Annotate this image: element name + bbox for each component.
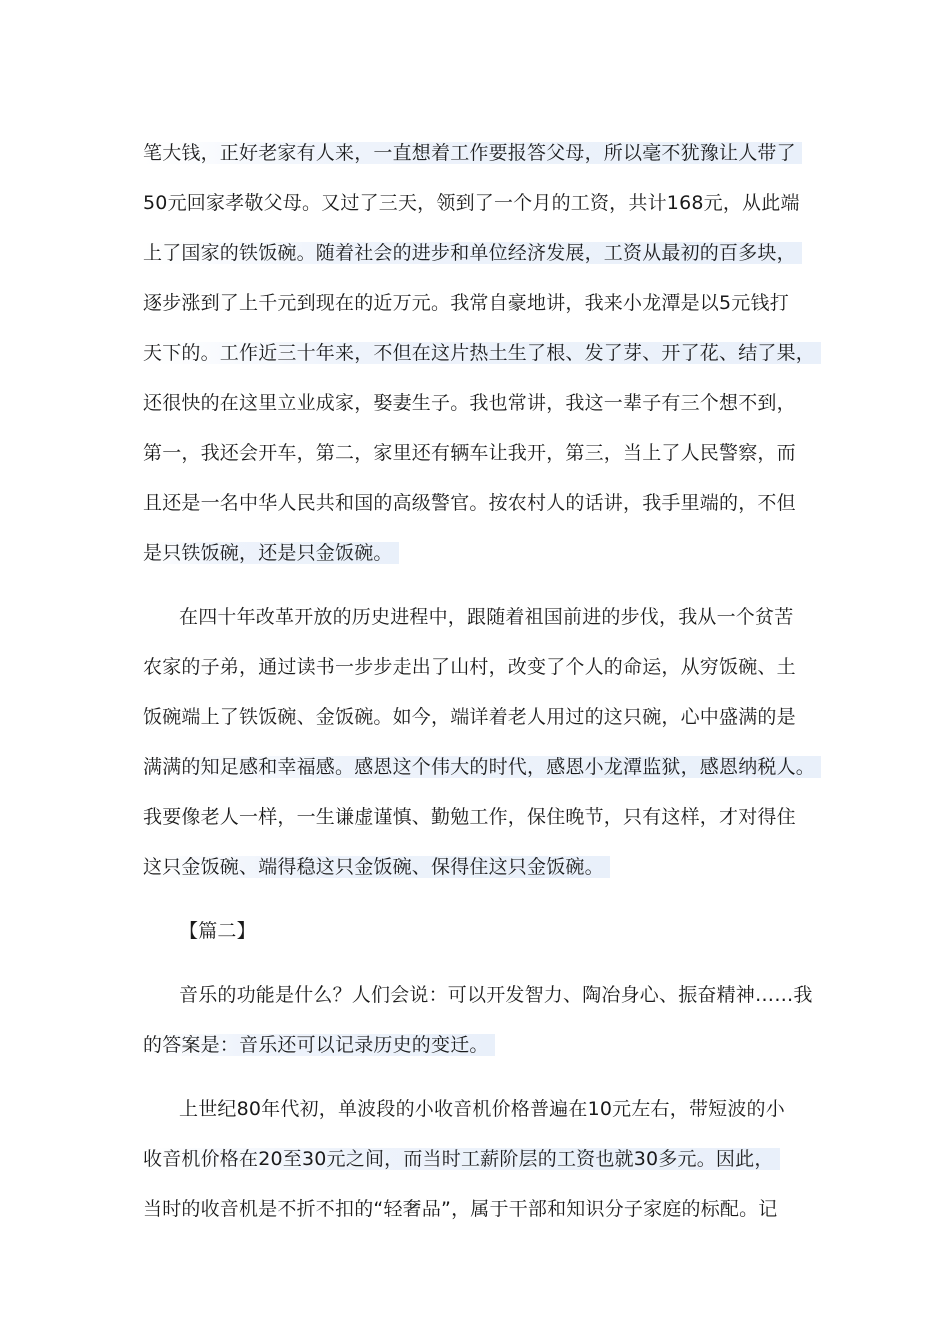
text-line: 在四十年改革开放的历史进程中，跟随着祖国前进的步伐，我从一个贫苦 [179,606,794,628]
text-line: 还很快的在这里立业成家，娶妻生子。我也常讲，我这一辈子有三个想不到， [143,392,796,414]
text-line: 且还是一名中华人民共和国的高级警官。按农村人的话讲，我手里端的，不但 [143,492,796,514]
text-line: 第一，我还会开车，第二，家里还有辆车让我开，第三，当上了人民警察，而 [143,442,796,464]
text-line: 这只金饭碗、端得稳这只金饭碗、保得住这只金饭碗。 [143,842,815,892]
text-line: 上世纪80年代初，单波段的小收音机价格普遍在10元左右，带短波的小 [179,1098,785,1120]
text-line: 当时的收音机是不折不扣的“轻奢品”，属于干部和知识分子家庭的标配。记 [143,1198,778,1220]
text-line: 农家的子弟，通过读书一步步走出了山村，改变了个人的命运，从穷饭碗、土 [143,656,796,678]
text-line: 上了国家的铁饭碗。随着社会的进步和单位经济发展，工资从最初的百多块， [143,228,815,278]
text-line: 50元回家孝敬父母。又过了三天，领到了一个月的工资，共计168元，从此端 [143,192,800,214]
text-line: 音乐的功能是什么？人们会说：可以开发智力、陶冶身心、振奋精神……我 [179,984,813,1006]
text-line: 饭碗端上了铁饭碗、金饭碗。如今，端详着老人用过的这只碗，心中盛满的是 [143,706,796,728]
text-line: 是只铁饭碗，还是只金饭碗。 [143,528,815,578]
paragraph [143,1084,815,1234]
text-line: 我要像老人一样，一生谦虚谨慎、勤勉工作，保住晚节，只有这样，才对得住 [143,806,796,828]
text-line: 收音机价格在20至30元之间，而当时工薪阶层的工资也就30多元。因此， [143,1134,815,1184]
paragraph [143,128,815,578]
section-title: 【篇二】 [179,920,256,942]
text-line: 满满的知足感和幸福感。感恩这个伟大的时代，感恩小龙潭监狱，感恩纳税人。 [143,742,815,792]
text-line: 的答案是：音乐还可以记录历史的变迁。 [143,1020,815,1070]
text-line: 笔大钱，正好老家有人来，一直想着工作要报答父母，所以毫不犹豫让人带了 [143,128,815,178]
document-body [143,128,815,1248]
paragraph [143,592,815,892]
section-heading [143,906,815,956]
text-line: 天下的。工作近三十年来，不但在这片热土生了根、发了芽、开了花、结了果， [143,328,815,378]
text-line: 逐步涨到了上千元到现在的近万元。我常自豪地讲，我来小龙潭是以5元钱打 [143,292,789,314]
paragraph [143,970,815,1070]
